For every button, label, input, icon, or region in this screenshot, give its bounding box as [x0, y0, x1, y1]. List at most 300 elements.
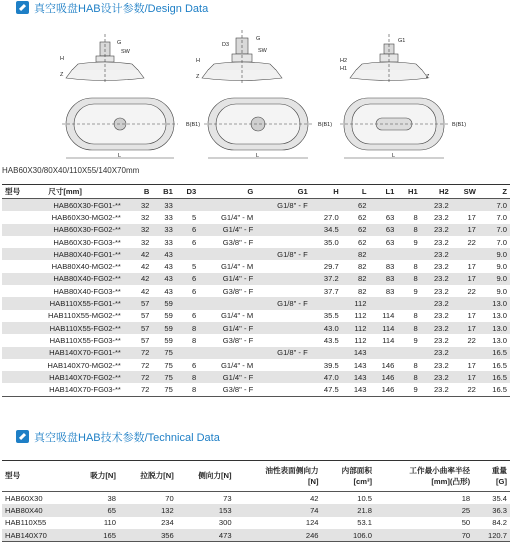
model-cell: HAB60X30-MG02-**: [51, 212, 121, 222]
value-cell: 124: [305, 518, 319, 528]
value-cell: 234: [161, 518, 174, 528]
value-cell: 17: [452, 322, 479, 334]
design-data-row: [2, 199, 510, 212]
label-sw-2: SW: [258, 48, 267, 54]
value-cell: G3/8" - F: [222, 335, 254, 345]
value-cell: 8: [413, 360, 418, 370]
value-cell: 23.2: [421, 224, 452, 236]
value-cell: [199, 347, 256, 359]
value-cell: 114: [382, 335, 395, 345]
value-cell: 42: [140, 262, 150, 272]
header-weight: 重量 [G]: [491, 465, 507, 486]
value-cell: 300: [218, 518, 232, 528]
value-cell: 16.5: [479, 347, 510, 359]
value-cell: 9.0: [479, 248, 510, 260]
header-h: H: [333, 187, 339, 196]
value-cell: 82: [358, 262, 367, 272]
value-cell: 13.0: [479, 322, 510, 334]
value-cell: [452, 347, 479, 359]
design-data-row: [2, 236, 510, 248]
header-b: B: [143, 187, 150, 196]
value-cell: 75: [152, 371, 175, 383]
technical-data-title: 真空吸盘HAB技术参数/Technical Data: [16, 429, 220, 445]
label-b1-2: B(B1): [318, 122, 333, 128]
header-model: 型号 尺寸[mm]: [5, 187, 82, 196]
value-cell: 16.5: [492, 360, 507, 370]
value-cell: 22: [467, 237, 476, 247]
value-cell: 13.0: [479, 297, 510, 309]
value-cell: [370, 248, 398, 260]
value-cell: 16.5: [492, 385, 507, 395]
model-cell: HAB110X55: [5, 518, 47, 528]
value-cell: 21.8: [322, 504, 375, 516]
header-l1: L1: [385, 187, 395, 196]
value-cell: 23.2: [433, 385, 449, 395]
value-cell: 57: [131, 297, 153, 309]
value-cell: 112: [354, 311, 367, 321]
value-cell: [311, 248, 342, 260]
value-cell: 73: [223, 493, 232, 503]
value-cell: 70: [165, 493, 174, 503]
value-cell: 17: [467, 360, 476, 370]
design-data-row: [2, 273, 510, 285]
value-cell: G1/4" - M: [221, 262, 254, 272]
value-cell: [256, 359, 310, 371]
value-cell: 32: [140, 212, 150, 222]
value-cell: 7.0: [496, 237, 507, 247]
value-cell: G3/8" - F: [222, 286, 254, 296]
model-cell: HAB80X40-MG02-**: [51, 262, 121, 272]
value-cell: 82: [342, 273, 370, 285]
value-cell: 143: [353, 385, 367, 395]
value-cell: 120.7: [473, 529, 510, 542]
header-h2: H2: [439, 187, 449, 196]
value-cell: 32: [131, 224, 153, 236]
value-cell: [256, 383, 310, 396]
value-cell: 75: [152, 347, 175, 359]
label-g1: G1: [398, 38, 406, 44]
value-cell: 17: [452, 371, 479, 383]
value-cell: 246: [235, 529, 322, 542]
value-cell: [176, 199, 199, 212]
value-cell: 63: [385, 237, 395, 247]
technical-data-table: [2, 460, 510, 542]
label-z-2: Z: [196, 74, 200, 80]
value-cell: 23.2: [433, 212, 449, 222]
header-g1: G1: [297, 187, 308, 196]
value-cell: G3/8" - F: [222, 385, 254, 395]
header-b1: B1: [163, 187, 173, 196]
value-cell: 35.4: [492, 493, 507, 503]
checkmark-icon: [16, 1, 29, 14]
value-cell: 106.0: [322, 529, 375, 542]
label-z-3: Z: [426, 74, 430, 80]
value-cell: G1/8" - F: [256, 248, 310, 260]
value-cell: 33: [152, 224, 175, 236]
technical-data-row: [2, 529, 510, 542]
value-cell: [176, 347, 199, 359]
design-data-row: [2, 310, 510, 322]
model-cell: HAB110X55-MG02-**: [47, 311, 121, 321]
value-cell: 6: [192, 311, 197, 321]
technical-drawings: [0, 20, 512, 160]
value-cell: 8: [192, 385, 197, 395]
value-cell: 9.0: [496, 262, 507, 272]
header-internal-volume: 内部面积 [cm³]: [341, 465, 372, 486]
value-cell: 35.5: [323, 311, 339, 321]
value-cell: 72: [131, 371, 153, 383]
value-cell: 29.7: [323, 262, 339, 272]
model-cell: HAB110X55-FG03-**: [49, 335, 121, 345]
value-cell: [256, 334, 310, 346]
value-cell: 146: [370, 371, 398, 383]
value-cell: 50: [461, 518, 471, 528]
model-cell: HAB80X40-FG02-**: [2, 273, 131, 285]
value-cell: 8: [397, 273, 420, 285]
value-cell: 112: [342, 297, 370, 309]
label-l-2: L: [256, 153, 260, 159]
value-cell: 13.0: [492, 335, 507, 345]
value-cell: G1/8" - F: [256, 297, 310, 309]
value-cell: 83: [370, 273, 398, 285]
value-cell: 23.2: [421, 199, 452, 212]
model-cell: HAB80X40-FG01-**: [2, 248, 131, 260]
value-cell: 33: [164, 237, 173, 247]
value-cell: 473: [177, 529, 235, 542]
value-cell: 6: [192, 286, 197, 296]
value-cell: 43.5: [323, 335, 339, 345]
model-cell: HAB60X30-FG03-**: [53, 237, 121, 247]
header-lateral-force: 侧向力[N]: [198, 471, 232, 481]
drawing-3-side-view: [340, 34, 430, 84]
value-cell: [311, 199, 342, 212]
value-cell: 165: [72, 529, 119, 542]
value-cell: [256, 260, 310, 272]
value-cell: [397, 199, 420, 212]
value-cell: 33: [152, 199, 175, 212]
value-cell: [199, 297, 256, 309]
value-cell: 25: [375, 504, 473, 516]
value-cell: 114: [370, 322, 398, 334]
value-cell: 6: [192, 360, 197, 370]
header-z: Z: [502, 187, 507, 196]
value-cell: [311, 297, 342, 309]
value-cell: 42: [131, 248, 153, 260]
header-d3: D3: [186, 187, 197, 196]
design-data-body: [2, 199, 510, 397]
value-cell: 23.2: [421, 347, 452, 359]
header-suction-force: 吸力[N]: [90, 471, 116, 481]
model-cell: HAB60X30: [5, 493, 43, 503]
value-cell: 47.0: [311, 371, 342, 383]
value-cell: G1/4" - M: [221, 360, 254, 370]
value-cell: 18: [461, 493, 471, 503]
value-cell: 22: [467, 286, 476, 296]
design-data-row: [2, 322, 510, 334]
value-cell: 62: [342, 224, 370, 236]
value-cell: [256, 285, 310, 297]
value-cell: 23.2: [433, 262, 449, 272]
model-cell: HAB140X70: [2, 529, 72, 542]
label-h-2: H: [196, 58, 200, 64]
value-cell: 42: [140, 286, 150, 296]
value-cell: 43: [164, 262, 173, 272]
value-cell: 146: [381, 360, 395, 370]
value-cell: 42: [310, 493, 319, 503]
value-cell: 23.2: [433, 335, 449, 345]
design-data-row: [2, 285, 510, 297]
header-l: L: [361, 187, 367, 196]
value-cell: 7.0: [496, 212, 507, 222]
value-cell: 8: [413, 212, 418, 222]
header-h1: H1: [408, 187, 418, 196]
value-cell: 17: [467, 262, 476, 272]
value-cell: [256, 236, 310, 248]
design-data-row: [2, 260, 510, 272]
value-cell: 65: [72, 504, 119, 516]
value-cell: 34.5: [311, 224, 342, 236]
value-cell: G1/4" - F: [199, 322, 256, 334]
design-data-row: [2, 334, 510, 346]
model-cell: HAB60X30-FG01-**: [2, 199, 131, 212]
value-cell: [176, 248, 199, 260]
value-cell: 62: [358, 212, 367, 222]
value-cell: 8: [397, 371, 420, 383]
value-cell: [256, 211, 310, 223]
model-cell: HAB80X40-FG03-**: [53, 286, 121, 296]
value-cell: 59: [152, 322, 175, 334]
value-cell: 9: [413, 335, 418, 345]
technical-data-body: [2, 492, 510, 542]
label-d3: D3: [222, 42, 230, 48]
value-cell: [256, 273, 310, 285]
value-cell: 23.2: [421, 322, 452, 334]
technical-data-row: [2, 504, 510, 516]
value-cell: 57: [140, 311, 150, 321]
value-cell: 42: [131, 273, 153, 285]
value-cell: 17: [467, 311, 476, 321]
value-cell: [256, 371, 310, 383]
header-min-curvature-radius: 工作最小曲率半径 [mm](凸形): [409, 465, 471, 486]
value-cell: 23.2: [421, 297, 452, 309]
value-cell: [397, 248, 420, 260]
value-cell: G1/4" - M: [221, 311, 254, 321]
header-pull-off-force: 拉脱力[N]: [140, 471, 174, 481]
label-h2: H2: [340, 58, 348, 64]
technical-data-header-row: [2, 461, 510, 492]
drawing-2-side-view: [196, 30, 282, 84]
value-cell: G1/4" - F: [199, 273, 256, 285]
value-cell: 63: [385, 212, 395, 222]
value-cell: [370, 297, 398, 309]
value-cell: G3/8" - F: [222, 237, 254, 247]
value-cell: 70: [375, 529, 473, 542]
value-cell: 143: [342, 371, 370, 383]
model-cell: HAB140X70-MG02-**: [47, 360, 121, 370]
value-cell: 53.1: [357, 518, 372, 528]
design-data-row: [2, 248, 510, 260]
label-l: L: [118, 153, 122, 159]
value-cell: 356: [119, 529, 177, 542]
value-cell: 59: [152, 297, 175, 309]
value-cell: 8: [397, 322, 420, 334]
value-cell: 32: [131, 199, 153, 212]
design-data-table: [2, 184, 510, 397]
value-cell: 8: [176, 322, 199, 334]
label-h: H: [60, 56, 64, 62]
value-cell: [452, 199, 479, 212]
design-data-row: [2, 383, 510, 396]
value-cell: 22: [467, 335, 476, 345]
value-cell: 146: [381, 385, 395, 395]
value-cell: G1/8" - F: [256, 199, 310, 212]
label-b1: B(B1): [186, 122, 201, 128]
value-cell: 22: [467, 385, 476, 395]
value-cell: [452, 248, 479, 260]
value-cell: 74: [235, 504, 322, 516]
value-cell: 57: [140, 335, 150, 345]
label-g-2: G: [256, 36, 261, 42]
value-cell: 5: [192, 262, 197, 272]
value-cell: [370, 199, 398, 212]
header-g: G: [247, 187, 254, 196]
value-cell: 7.0: [479, 224, 510, 236]
value-cell: 8: [397, 224, 420, 236]
value-cell: 8: [192, 335, 197, 345]
design-data-row: [2, 371, 510, 383]
value-cell: 57: [131, 322, 153, 334]
label-z: Z: [60, 72, 64, 78]
value-cell: 39.5: [323, 360, 339, 370]
label-h1: H1: [340, 66, 348, 72]
value-cell: 9: [413, 286, 418, 296]
value-cell: 43: [164, 286, 173, 296]
value-cell: 37.2: [311, 273, 342, 285]
value-cell: 83: [385, 262, 395, 272]
value-cell: 8: [176, 371, 199, 383]
value-cell: [199, 248, 256, 260]
value-cell: 17: [452, 273, 479, 285]
value-cell: [397, 297, 420, 309]
value-cell: [199, 199, 256, 212]
label-g: G: [117, 40, 122, 46]
value-cell: [256, 224, 310, 236]
label-l-3: L: [392, 153, 396, 159]
value-cell: 33: [164, 212, 173, 222]
value-cell: 112: [354, 335, 367, 345]
value-cell: [311, 347, 342, 359]
design-data-row: [2, 211, 510, 223]
value-cell: 23.2: [433, 286, 449, 296]
value-cell: 72: [131, 347, 153, 359]
value-cell: 32: [140, 237, 150, 247]
value-cell: 143: [353, 360, 367, 370]
value-cell: G1/8" - F: [256, 347, 310, 359]
design-data-row: [2, 359, 510, 371]
value-cell: 112: [342, 322, 370, 334]
value-cell: 23.2: [421, 248, 452, 260]
model-cell: HAB140X70-FG01-**: [2, 347, 131, 359]
value-cell: 62: [358, 237, 367, 247]
value-cell: 9.0: [479, 273, 510, 285]
value-cell: 153: [177, 504, 235, 516]
design-data-header-row: [2, 185, 510, 199]
value-cell: 63: [370, 224, 398, 236]
design-data-row: [2, 347, 510, 359]
value-cell: 23.2: [421, 371, 452, 383]
design-data-title: 真空吸盘HAB设计参数/Design Data: [16, 0, 208, 16]
value-cell: 17: [452, 224, 479, 236]
checkmark-icon: [16, 430, 29, 443]
value-cell: 23.2: [433, 237, 449, 247]
technical-data-row: [2, 517, 510, 529]
value-cell: [397, 347, 420, 359]
model-cell: HAB60X30-FG02-**: [2, 224, 131, 236]
value-cell: 37.7: [323, 286, 339, 296]
value-cell: 75: [164, 385, 173, 395]
value-cell: 43: [152, 248, 175, 260]
label-b1-3: B(B1): [452, 122, 467, 128]
model-cell: HAB110X55-FG01-**: [2, 297, 131, 309]
value-cell: 43: [152, 273, 175, 285]
value-cell: 36.3: [473, 504, 510, 516]
value-cell: G1/4" - M: [221, 212, 254, 222]
value-cell: 83: [385, 286, 395, 296]
value-cell: [176, 297, 199, 309]
value-cell: 35.0: [323, 237, 339, 247]
value-cell: [256, 310, 310, 322]
label-sw: SW: [121, 49, 130, 55]
value-cell: 72: [140, 385, 150, 395]
value-cell: 6: [192, 237, 197, 247]
value-cell: [452, 297, 479, 309]
value-cell: 62: [342, 199, 370, 212]
value-cell: 47.5: [323, 385, 339, 395]
model-range-line: HAB60X30/80X40/110X55/140X70mm: [2, 166, 140, 175]
value-cell: 13.0: [492, 311, 507, 321]
value-cell: 132: [119, 504, 177, 516]
model-cell: HAB80X40: [2, 504, 72, 516]
value-cell: 84.2: [492, 518, 507, 528]
model-cell: HAB140X70-FG03-**: [49, 385, 121, 395]
value-cell: 9.0: [496, 286, 507, 296]
drawing-1-side-view: [60, 34, 144, 84]
value-cell: 23.2: [421, 273, 452, 285]
value-cell: 110: [103, 518, 116, 528]
value-cell: 27.0: [323, 212, 339, 222]
value-cell: G1/4" - F: [199, 371, 256, 383]
value-cell: 9: [413, 385, 418, 395]
value-cell: 7.0: [479, 199, 510, 212]
header-model: 型号: [5, 471, 21, 481]
value-cell: 72: [140, 360, 150, 370]
value-cell: 143: [342, 347, 370, 359]
header-oily-lateral-force: 油性表面侧向力 [N]: [265, 465, 319, 486]
value-cell: 5: [192, 212, 197, 222]
drawing-2-top-view: [204, 98, 332, 159]
value-cell: [370, 347, 398, 359]
value-cell: 82: [342, 248, 370, 260]
value-cell: 17: [467, 212, 476, 222]
value-cell: 16.5: [479, 371, 510, 383]
drawing-3-top-view: [340, 98, 466, 159]
value-cell: 10.5: [357, 493, 372, 503]
value-cell: 8: [413, 311, 418, 321]
design-data-row: [2, 224, 510, 236]
value-cell: 114: [382, 311, 395, 321]
value-cell: 9: [413, 237, 418, 247]
value-cell: 6: [176, 273, 199, 285]
